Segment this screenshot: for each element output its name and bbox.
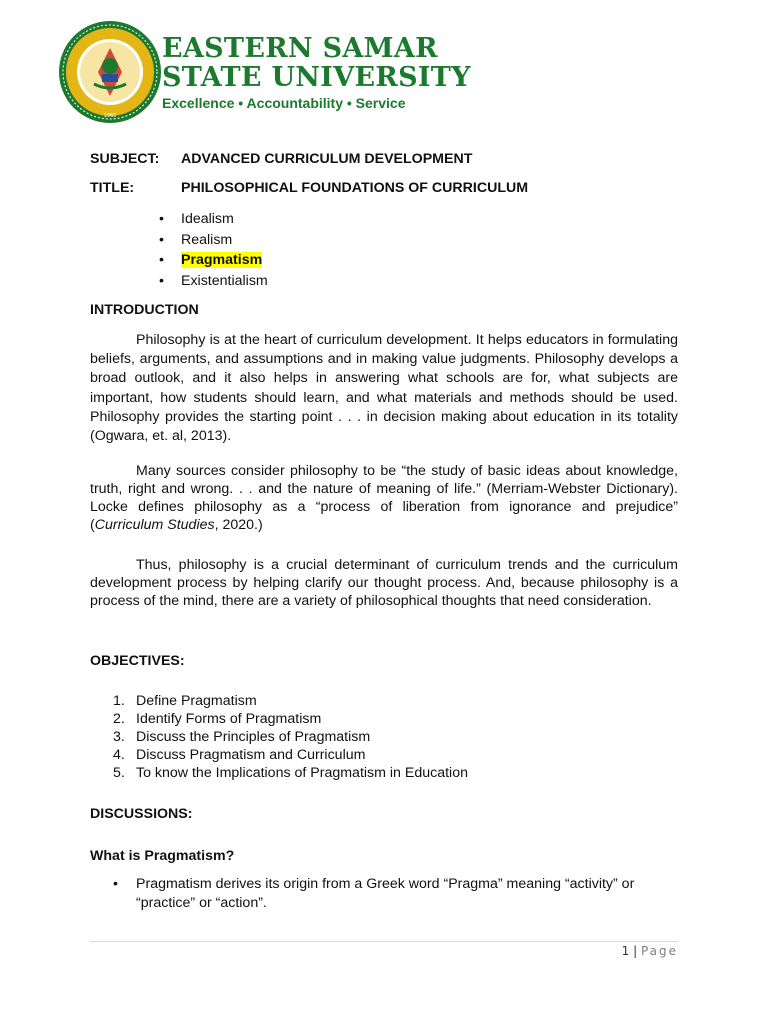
objective-text: Identify Forms of Pragmatism [136,711,322,727]
objective-item [90,728,468,746]
objectives-heading: OBJECTIVES: [90,653,185,669]
topic-realism: Realism [181,231,233,248]
page-label: Page [640,944,678,958]
objective-item [90,692,468,710]
objective-text: Define Pragmatism [136,693,257,709]
university-header [58,20,471,124]
intro-p2-text: Many sources consider philosophy to be “the study of basic ideas about knowledge, truth, right and wrong. . . and the nature of meaning of life.” (Merriam-Webster Dictionary). Locke defines philosophy as a “process of liberation from ignorance and prejudice” ( [90,463,678,533]
topic-item [90,230,268,251]
introduction-heading: INTRODUCTION [90,302,199,318]
university-name-line2: STATE UNIVERSITY [162,62,471,93]
subject-label: SUBJECT: [90,151,160,167]
discussion-bullets [90,875,678,913]
page-footer [622,944,678,958]
objective-number: 5. [113,765,125,781]
title-label: TITLE: [90,180,135,196]
topic-pragmatism-highlighted: Pragmatism [181,252,263,268]
objective-number: 3. [113,729,125,745]
seal-year: 1960 [103,113,117,119]
title-value: PHILOSOPHICAL FOUNDATIONS OF CURRICULUM [181,180,529,196]
topic-item [90,271,268,292]
topic-item [90,250,268,271]
objective-text: Discuss Pragmatism and Curriculum [136,747,366,763]
page-number: 1 [621,944,630,958]
objective-text: To know the Implications of Pragmatism in Education [136,765,468,781]
objective-number: 1. [113,693,125,709]
intro-p2-year: , 2020.) [214,517,263,533]
university-name [162,34,471,92]
topic-existentialism: Existentialism [181,272,268,289]
subject-line [90,150,472,169]
footer-divider [90,941,678,942]
objective-number: 4. [113,747,125,763]
university-name-line1: EASTERN SAMAR [162,33,438,64]
subject-value: ADVANCED CURRICULUM DEVELOPMENT [181,151,473,167]
objective-item [90,764,468,782]
objective-number: 2. [113,711,125,727]
university-motto: Excellence • Accountability • Service [162,95,406,111]
intro-paragraph-3: Thus, philosophy is a crucial determinant of curriculum trends and the curriculum development process by helping clarify our thought process. And, because philosophy is a process of the mind, there are a variety of philosophical thoughts that need consideration. [90,557,678,609]
objective-text: Discuss the Principles of Pragmatism [136,729,371,745]
discussions-heading: DISCUSSIONS: [90,806,193,822]
intro-paragraph-2 [90,462,678,534]
title-line [90,179,528,198]
university-seal-logo [58,20,162,124]
topics-list [90,209,268,291]
topic-idealism: Idealism [181,211,234,227]
objective-item [90,710,468,728]
intro-p2-citation: Curriculum Studies [94,517,215,533]
intro-paragraph-1: Philosophy is at the heart of curriculum development. It helps educators in formulating beliefs, arguments, and assumptions and in making value judgments. Philosophy develops a broad outlook, and it also helps in answering what schools are for, what subjects are important, how students should learn, and what materials and methods should be used. Philosophy provides the starting point . . . in decision making about education in its totality (Ogwara, et. al, 2013). [90,332,678,445]
pragmatism-subheading: What is Pragmatism? [90,848,235,864]
footer-separator: | [633,944,638,958]
discussion-bullet: • Pragmatism derives its origin from a Greek word “Pragma” meaning “activity” or “practice” or “action”. [90,875,678,913]
objectives-list [90,692,468,782]
objective-item [90,746,468,764]
topic-item [90,209,268,230]
